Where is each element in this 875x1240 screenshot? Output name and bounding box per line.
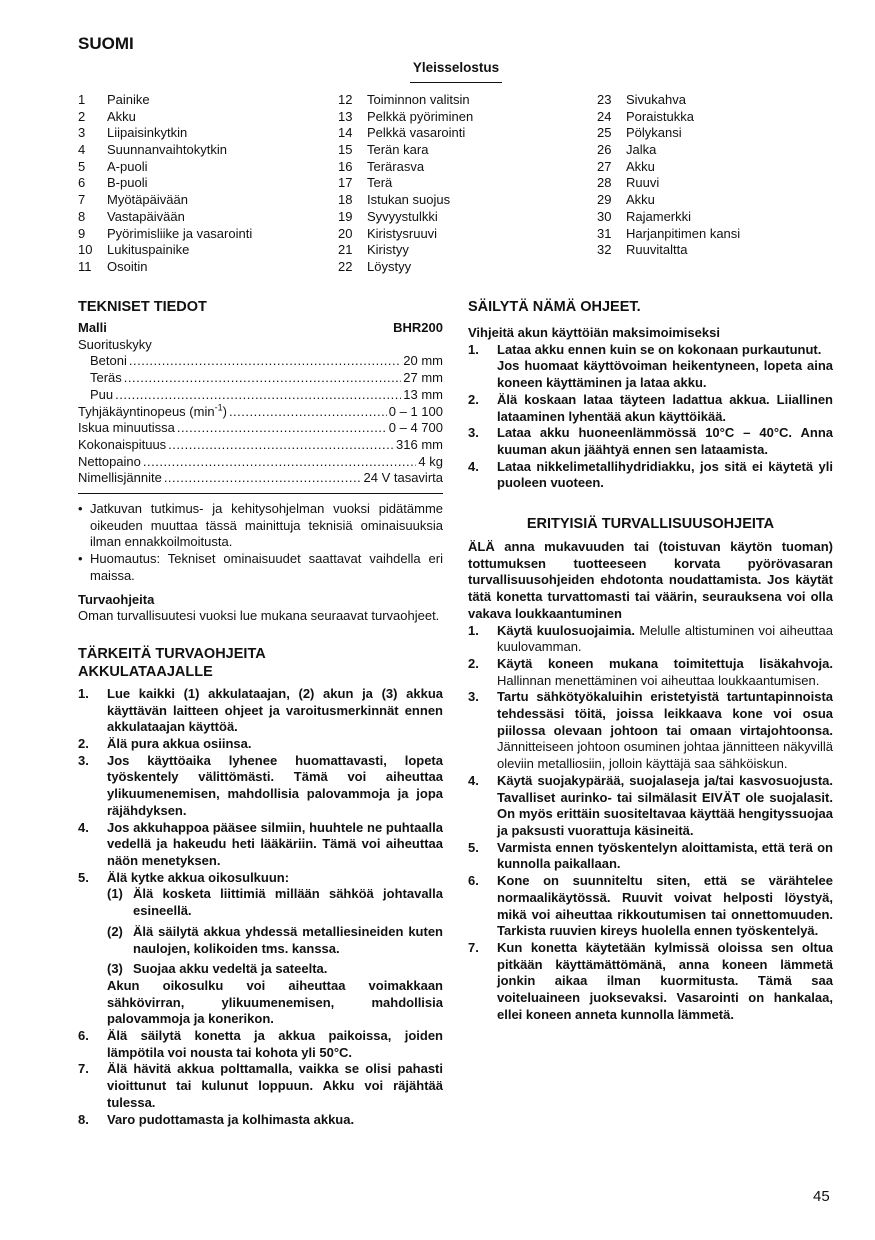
legend-item [338,175,473,192]
item-bold: Kun konetta käytetään kylmissä oloissa sen oltua pitkään käyttämättömänä, anna koneen lämmetä jonkin aikaa ilman kuormitusta. Tämä saa voiteluaineen juoksevaksi. Vasarointi on hankalaa, ellei koneen anneta kunnolla lämmetä. [497,939,833,1022]
item-bold: Varmista ennen työskentelyn aloittamista, että terä on kunnolla paikallaan. [497,839,833,872]
item-text [497,773,833,840]
item-extra: Jos huomaat käyttövoiman heikentyneen, lopeta aina koneen käyttäminen ja lataa akku. [497,358,833,391]
legend-item [78,175,252,192]
item-number: 6. [468,873,479,889]
legend-item [597,242,740,259]
item-bold: Kone on suunniteltu siten, että se värähtelee normaalikäytössä. Ruuvit voivat helposti löystyä, mikä voi aiheuttaa rikkoutumisen tai onnettomuuden. Tarkista ruuvien kireys huolella ennen työskentelyä. [497,873,833,939]
list-item [468,940,833,1024]
list-item [468,623,833,656]
spec-value: 27 mm [403,370,443,386]
item-number: 8. [78,1111,89,1127]
divider [78,493,443,494]
spec-label: Betoni [90,353,127,369]
item-text [497,873,833,940]
item-bold: Varo pudottamasta ja kolhimasta akkua. [107,1111,355,1127]
dot-leader [124,370,401,387]
legend-label: Poraistukka [626,108,694,124]
list-item [468,840,833,873]
special-intro: ÄLÄ anna mukavuuden tai (toistuvan käytön tuoman) tottumuksen tuotteeseen korvata pyörövasaran turvallisuusohjeiden ehdotonta noudattamista. Jos käytät tätä konetta turvattomasti tai väärin, seurauksena voi olla vakava loukkaantuminen [468,539,833,621]
list-item [468,342,833,392]
legend-item [78,159,252,176]
item-text [497,940,833,1024]
item-text [497,425,833,458]
item-text [107,686,443,736]
legend-number: 32 [597,242,612,258]
legend-number: 2 [78,108,86,124]
legend-number: 23 [597,92,612,107]
spec-model: Malli BHR200 [78,320,443,335]
item-bold: Käytä koneen mukana toimitettuja lisäkahvoja. [497,655,833,671]
legend-label: Kiristysruuvi [367,225,438,241]
legend-title: Yleisselostus [0,60,875,83]
item-number: 5. [78,869,89,885]
legend-label: Kiristyy [367,242,409,258]
spec-label-text: Kokonaispituus [78,436,167,452]
legend-number: 30 [597,208,612,224]
legend-number: 24 [597,108,612,124]
legend-label: B-puoli [107,175,148,191]
legend-number: 5 [78,158,86,174]
legend-item [78,142,252,159]
legend-item [338,259,473,276]
legend-label: Ruuvi [626,175,660,191]
spec-row [78,387,443,404]
sub-number: (3) [107,961,123,977]
legend-label: A-puoli [107,158,148,174]
legend-number: 21 [338,242,353,258]
sub-text: Suojaa akku vedeltä ja sateelta. [133,961,328,977]
item-text [497,392,833,425]
legend-item [78,92,252,109]
dot-leader [229,404,387,421]
list-item [468,392,833,425]
legend-label: Akku [626,158,655,174]
legend-item [597,175,740,192]
legend-item [597,226,740,243]
legend-label: Ruuvitaltta [626,242,688,258]
item-text [497,459,833,492]
left-column [78,297,443,1128]
sub-item [78,961,443,978]
list-item [78,1028,443,1061]
legend-item [338,109,473,126]
item-bold: Käytä kuulosuojaimia. [497,622,635,638]
spec-row [78,437,443,454]
safety-intro-text: Oman turvallisuutesi vuoksi lue mukana seuraavat turvaohjeet. [78,608,440,624]
legend-number: 1 [78,92,86,107]
spec-label-text: Tyhjäkäyntinopeus (min [78,403,215,419]
item-normal: Melulle altistuminen voi aiheuttaa kuulovamman. [497,622,833,655]
item-text [497,342,833,392]
spec-label [78,420,175,437]
spec-note: • Huomautus: Tekniset ominaisuudet saattavat vaihdella eri maissa. [78,551,443,583]
legend-label: Pelkkä pyöriminen [367,108,474,124]
item-text [497,689,833,773]
legend-number: 15 [338,142,353,158]
legend-label: Syvyystulkki [367,208,438,224]
legend-label: Liipaisinkytkin [107,125,188,141]
item-bold: Jos akkuhappoa pääsee silmiin, huuhtele ne puhtaalla vedellä ja hakeudu heti lääkäriin. Tämä voi aiheuttaa näön menetyksen. [107,819,443,868]
item-bold: Älä koskaan lataa täyteen ladattua akkua. Liiallinen lataaminen lyhentää akun käyttöikää. [497,391,833,424]
legend-number: 9 [78,225,86,241]
list-item [468,459,833,492]
page-number: 45 [813,1188,830,1205]
list-item [468,773,833,840]
spec-label [78,404,227,421]
legend-number: 3 [78,125,86,141]
spec-label [78,437,166,454]
legend-item [338,192,473,209]
list-item [78,1112,443,1129]
spec-capacity-label: Suorituskyky [78,336,152,352]
legend-number: 11 [78,258,92,274]
spec-row [78,370,443,387]
legend-item [597,209,740,226]
item-number: 5. [468,839,479,855]
save-title: SÄILYTÄ NÄMÄ OHJEET. [468,299,641,315]
legend-item [78,226,252,243]
item-number: 4. [78,819,89,835]
legend-number: 16 [338,158,353,174]
legend-label: Vastapäivään [107,208,185,224]
item-bold: Käytä suojakypärää, suojalaseja ja/tai kasvosuojusta. Tavalliset aurinko- tai silmälasit EIVÄT ole suojalasit. On myös erittäin suositeltavaa käyttää hengityssuojaa ja paksusti vuorattuja käsineitä. [497,772,833,838]
item-bold: Lataa akku ennen kuin se on kokonaan purkautunut. [497,341,822,357]
list-item [78,753,443,820]
item-number: 2. [78,736,89,752]
legend-label: Lukituspainike [107,242,190,258]
spec-label-text: Iskua minuutissa [78,420,175,436]
legend-label: Terän kara [367,142,429,158]
item-bold: Älä hävitä akkua polttamalla, vaikka se olisi pahasti vioittunut tai kulunut loppuun. Akku voi räjähtää tulessa. [107,1061,443,1110]
spec-value: 0 – 4 700 [388,420,443,436]
legend-label: Myötäpäivään [107,192,188,208]
right-column [468,297,833,1023]
spec-row [78,404,443,421]
spec-label-close: ) [222,403,227,419]
legend-item [338,159,473,176]
legend-number: 26 [597,142,612,158]
item-bold: Älä säilytä konetta ja akkua paikoissa, joiden lämpötila voi nousta tai kohota yli 50°C. [107,1028,443,1060]
item-number: 2. [468,655,479,671]
item-number: 4. [468,772,479,788]
sub-number: (2) [107,923,123,939]
list-item [78,870,443,887]
item-number: 1. [78,685,89,701]
item-normal: Hallinnan menettäminen voi aiheuttaa loukkaantumisen. [497,672,820,688]
spec-value: 20 mm [403,353,443,369]
legend-number: 17 [338,175,353,191]
spec-row [78,353,443,370]
legend-number: 8 [78,208,86,224]
legend-item [338,92,473,109]
sub-item-note: Akun oikosulku voi aiheuttaa voimakkaan sähkövirran, ylikuumenemisen, mahdollisia palovammoja ja konerikon. [107,977,443,1027]
legend-item [597,92,740,109]
legend-label: Pölykansi [626,125,682,141]
item-number: 1. [468,622,479,638]
dot-leader [168,437,394,454]
item-bold: Älä pura akkua osiinsa. [107,736,252,752]
item-number: 3. [78,752,89,768]
item-number: 6. [78,1028,89,1044]
legend-item [78,192,252,209]
list-item [468,873,833,940]
legend-number: 14 [338,125,353,141]
item-number: 7. [78,1061,89,1077]
legend-item [338,125,473,142]
legend-label: Akku [626,192,655,208]
legend-number: 28 [597,175,612,191]
item-text [107,1061,443,1111]
legend-label: Harjanpitimen kansi [626,225,741,241]
dot-leader [143,454,417,471]
specs-title: TEKNISET TIEDOT [78,299,207,315]
dot-leader [164,470,362,487]
legend-label: Osoitin [107,258,148,274]
legend-number: 13 [338,108,353,124]
legend-item [78,259,252,276]
legend-label: Painike [107,92,150,107]
legend-label: Pelkkä vasarointi [367,125,466,141]
legend-number: 27 [597,158,612,174]
legend-item [338,242,473,259]
legend-label: Toiminnon valitsin [367,92,470,107]
spec-value: 4 kg [418,453,443,469]
item-normal: Jännitteiseen johtoon osuminen johtaa jännitteen näkyvillä oleviin metalliosiin, jolloin käyttäjä saa sähköiskun. [497,739,833,772]
item-bold: Jos käyttöaika lyhenee huomattavasti, lopeta työskentely välittömästi. Tämä voi aiheuttaa ylikuumenemisen, mahdollisia palovammoja ja jopa räjähdyksen. [107,752,443,818]
legend-item [338,226,473,243]
charger-title: TÄRKEITÄ TURVAOHJEITA AKKULATAAJALLE [78,645,266,680]
legend-number: 18 [338,192,353,208]
legend-item [78,125,252,142]
legend-column [78,92,252,276]
spec-label [78,470,162,487]
legend-item [597,109,740,126]
special-title: ERITYISIÄ TURVALLISUUSOHJEITA [526,516,775,533]
spec-row [78,454,443,471]
legend-item [338,142,473,159]
sub-text: Älä säilytä akkua yhdessä metalliesineiden kuten naulojen, kolikoiden tms. kanssa. [133,923,443,956]
legend-item [597,192,740,209]
dot-leader [115,387,401,404]
item-number: 3. [468,689,479,705]
legend-number: 31 [597,225,612,241]
list-item [78,1061,443,1111]
legend-label: Löystyy [367,258,412,274]
spec-value: 0 – 1 100 [388,403,443,419]
item-text [497,840,833,873]
sub-text: Älä kosketa liittimiä millään sähköä johtavalla esineellä. [133,886,443,919]
list-item [468,656,833,689]
legend-number: 25 [597,125,612,141]
legend-number: 6 [78,175,86,191]
item-text [107,736,443,753]
item-bold: Tartu sähkötyökaluihin eristetyistä tartuntapinnoista tehdessäsi töitä, joissa leikkaava kone voi osua piilossa olevaan johtoon tai omaan virtajohtoonsa. [497,689,833,738]
spec-value: 13 mm [403,386,443,402]
legend-number: 7 [78,192,86,208]
item-number: 3. [468,425,479,441]
superscript: -1 [214,402,223,413]
item-text [107,1028,443,1061]
legend-label: Terä [367,175,393,191]
legend-label: Akku [107,108,136,124]
item-bold: Älä kytke akkua oikosulkuun: [107,869,290,885]
legend-column [338,92,473,276]
tips-title: Vihjeitä akun käyttöiän maksimoimiseksi [468,325,720,340]
legend-label: Istukan suojus [367,192,451,208]
legend-label: Pyörimisliike ja vasarointi [107,225,253,241]
sub-item [78,924,443,957]
legend-item [338,209,473,226]
spec-label-text: Nimellisjännite [78,470,162,486]
list-item [468,425,833,458]
dot-leader [177,420,387,437]
legend-label: Sivukahva [626,92,686,107]
list-item [78,686,443,736]
legend-label: Terärasva [367,158,425,174]
item-text [107,870,443,887]
legend-item [597,125,740,142]
sub-number: (1) [107,886,123,902]
legend-item [78,242,252,259]
legend-item [78,209,252,226]
legend-label: Rajamerkki [626,208,692,224]
legend-number: 22 [338,258,353,274]
spec-value: 24 V tasavirta [363,470,443,486]
list-item [78,820,443,870]
item-text [497,623,833,656]
legend-number: 29 [597,192,612,208]
spec-label [78,454,141,471]
legend-number: 12 [338,92,353,107]
item-number: 4. [468,458,479,474]
legend-number: 19 [338,208,353,224]
legend-number: 4 [78,142,86,158]
spec-value: 316 mm [396,436,443,452]
legend-label: Suunnanvaihtokytkin [107,142,227,158]
item-text [107,753,443,820]
list-item [78,736,443,753]
legend-item [597,142,740,159]
legend-column [597,92,740,259]
spec-label: Teräs [90,370,122,386]
item-number: 2. [468,391,479,407]
language-heading: SUOMI [78,34,134,53]
list-item [468,689,833,773]
spec-row [78,420,443,437]
dot-leader [129,353,401,370]
legend-item [78,109,252,126]
spec-note: • Jatkuvan tutkimus- ja kehitysohjelman vuoksi pidätämme oikeuden muuttaa tässä mainittuja teknisiä ominaisuuksia ilman ennakkoilmoitusta. [78,501,443,550]
item-number: 1. [468,341,479,357]
legend-number: 10 [78,242,93,258]
item-text [497,656,833,689]
sub-item [78,886,443,919]
legend-label: Jalka [626,142,657,158]
item-text [107,1112,443,1129]
item-number: 7. [468,939,479,955]
item-text [107,820,443,870]
legend-item [597,159,740,176]
spec-row [78,470,443,487]
item-bold: Lataa nikkelimetallihydridiakku, jos sitä ei käytetä yli puoleen vuoteen. [497,458,833,491]
spec-label: Puu [90,386,114,402]
item-bold: Lue kaikki (1) akkulataajan, (2) akun ja (3) akkua käyttävän laitteen ohjeet ja varoitusmerkinnät ennen akkulataajan käyttöä. [107,685,443,735]
legend-number: 20 [338,225,353,241]
safety-intro-title: Turvaohjeita [78,591,155,607]
item-bold: Lataa akku huoneenlämmössä 10°C – 40°C. Anna kuuman akun jäähtyä ennen sen lataamista. [497,425,833,457]
spec-label-text: Nettopaino [78,453,141,469]
